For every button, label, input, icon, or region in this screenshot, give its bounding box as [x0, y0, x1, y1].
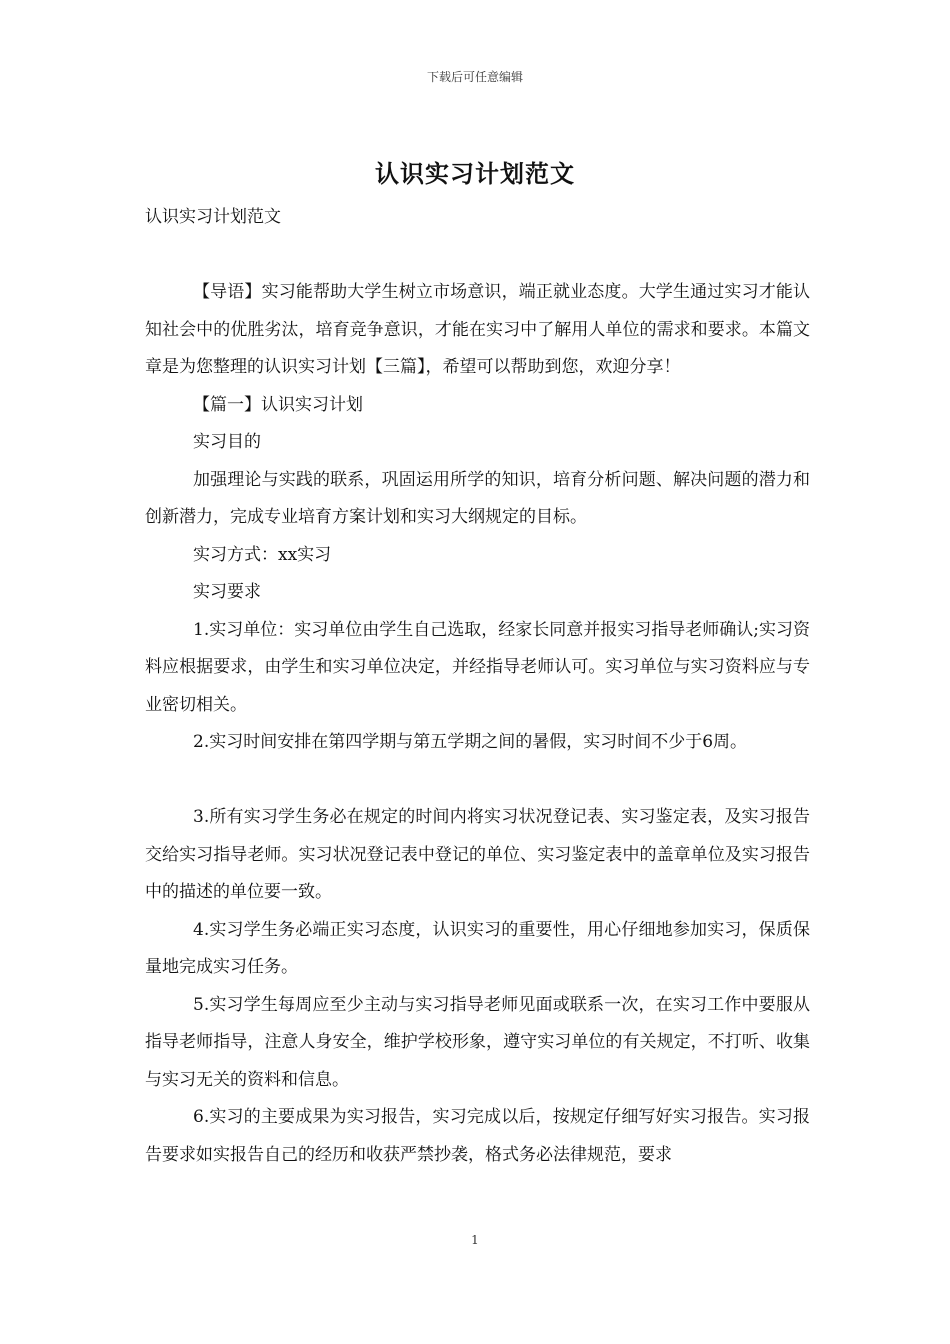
document-title: 认识实习计划范文: [375, 160, 575, 188]
requirements-heading: 实习要求: [193, 582, 261, 602]
page-number: 1: [471, 1233, 479, 1247]
part1-heading: 【篇一】认识实习计划: [193, 394, 363, 415]
page-header-note: 下载后可任意编辑: [426, 70, 523, 84]
purpose-heading: 实习目的: [193, 432, 261, 452]
purpose-paragraph: 加强理论与实践的联系，巩固运用所学的知识，培育分析问题、解决问题的潜力和创新潜力，完成专业培育方案计划和实习大纲规定的目标。: [145, 469, 810, 527]
requirement-5: 5.实习学生每周应至少主动与实习指导老师见面或联系一次，在实习工作中要服从指导老师指导，注意人身安全，维护学校形象，遵守实习单位的有关规定，不打听、收集与实习无关的资料和信息。: [145, 994, 810, 1090]
blank-line: [145, 237, 810, 275]
intro-paragraph: 【导语】实习能帮助大学生树立市场意识，端正就业态度。大学生通过实习才能认知社会中的优胜劣汰，培育竞争意识，才能在实习中了解用人单位的需求和要求。本篇文章是为您整理的认识实习计划【三篇】，希望可以帮助到您，欢迎分享！: [145, 282, 810, 377]
requirement-3: 3.所有实习学生务必在规定的时间内将实习状况登记表、实习鉴定表，及实习报告交给实习指导老师。实习状况登记表中登记的单位、实习鉴定表中的盖章单位及实习报告中的描述的单位要一致。: [145, 807, 810, 902]
method-paragraph: 实习方式：xx实习: [193, 544, 332, 565]
requirement-6: 6.实习的主要成果为实习报告，实习完成以后，按规定仔细写好实习报告。实习报告要求如实报告自己的经历和收获严禁抄袭，格式务必法律规范，要求: [145, 1107, 810, 1165]
requirement-1: 1.实习单位：实习单位由学生自己选取，经家长同意并报实习指导老师确认;实习资料应根据要求，由学生和实习单位决定，并经指导老师认可。实习单位与实习资料应与专业密切相关。: [145, 619, 810, 715]
blank-line: [145, 762, 810, 800]
subtitle-paragraph: 认识实习计划范文: [145, 207, 281, 227]
document-body: [145, 199, 810, 1174]
requirement-2: 2.实习时间安排在第四学期与第五学期之间的暑假，实习时间不少于6周。: [193, 732, 748, 752]
requirement-4: 4.实习学生务必端正实习态度，认识实习的重要性，用心仔细地参加实习，保质保量地完成实习任务。: [145, 919, 810, 977]
